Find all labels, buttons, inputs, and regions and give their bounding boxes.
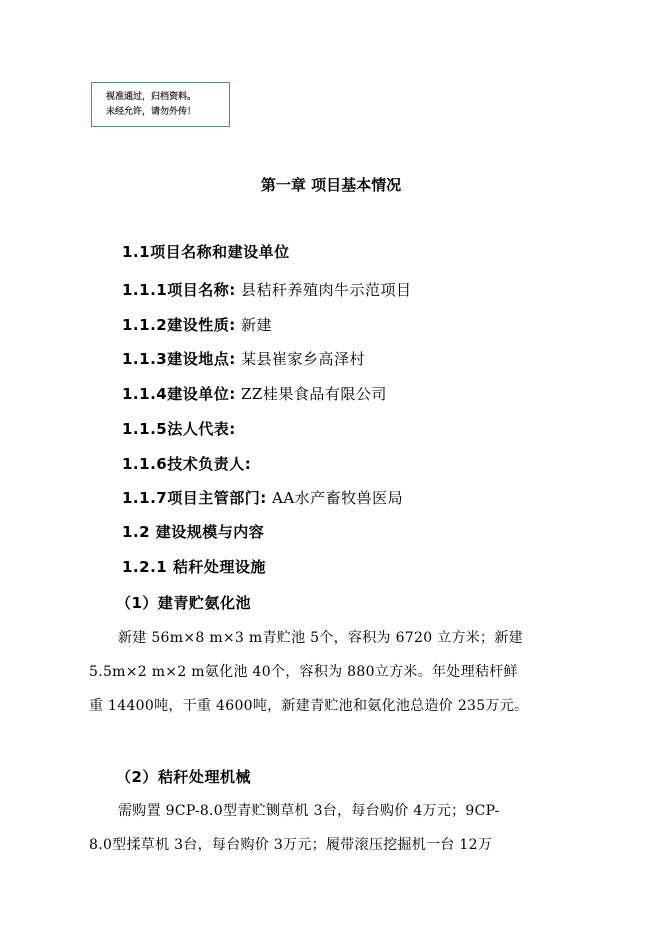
chapter-title: 第一章 项目基本情况 [260, 176, 402, 194]
stamp-line-2: 未经允许，请勿外传！ [106, 107, 197, 117]
section-1-1-6 [122, 453, 251, 474]
project-name-value: 县秸秆养殖肉牛示范项目 [241, 281, 412, 299]
section-1-1-1 [122, 279, 412, 300]
paragraph-1-line-3: 重 14400吨，干重 4600吨，新建青贮池和氨化池总造价 235万元。 [89, 698, 529, 714]
builder-value: ZZ桂果食品有限公司 [241, 385, 387, 403]
paragraph-1-line-2: 5.5m×2 m×2 m氨化池 40个，容积为 880立方米。年处理秸杆鲜 [89, 664, 518, 680]
subsection-2-heading: （2）秸秆处理机械 [116, 768, 251, 786]
location-value: 某县崔家乡高泽村 [241, 350, 366, 368]
builder-label: 1.1.4建设单位: [122, 385, 236, 403]
section-1-1-5 [122, 418, 236, 439]
section-1-1-3 [122, 348, 365, 369]
paragraph-1-line-1: 新建 56m×8 m×3 m青贮池 5个，容积为 6720 立方米；新建 [118, 630, 523, 646]
authority-value: AA水产畜牧兽医局 [272, 489, 404, 507]
subsection-1-heading: （1）建青贮氨化池 [116, 594, 251, 612]
paragraph-2-line-2: 8.0型揉草机 3台，每台购价 3万元；履带滚压挖掘机一台 12万 [89, 837, 493, 853]
section-1-2-heading: 1.2 建设规模与内容 [122, 523, 265, 541]
tech-lead-label: 1.1.6技术负责人: [122, 455, 252, 473]
section-1-1-7 [122, 487, 403, 508]
authority-label: 1.1.7项目主管部门: [122, 489, 267, 507]
section-1-1-2 [122, 314, 272, 335]
section-1-2-1-heading: 1.2.1 秸秆处理设施 [122, 558, 266, 576]
construction-type-label: 1.1.2建设性质: [122, 316, 236, 334]
location-label: 1.1.3建设地点: [122, 350, 236, 368]
project-name-label: 1.1.1项目名称: [122, 281, 236, 299]
approval-stamp [91, 82, 230, 127]
section-1-1-heading: 1.1项目名称和建设单位 [122, 243, 290, 261]
construction-type-value: 新建 [241, 316, 273, 334]
legal-rep-label: 1.1.5法人代表: [122, 420, 236, 438]
stamp-line-1: 视准通过，归档资料。 [106, 92, 197, 102]
paragraph-2-line-1: 需购置 9CP-8.0型青贮铡草机 3台，每台购价 4万元；9CP- [118, 803, 500, 819]
section-1-1-4 [122, 383, 387, 404]
